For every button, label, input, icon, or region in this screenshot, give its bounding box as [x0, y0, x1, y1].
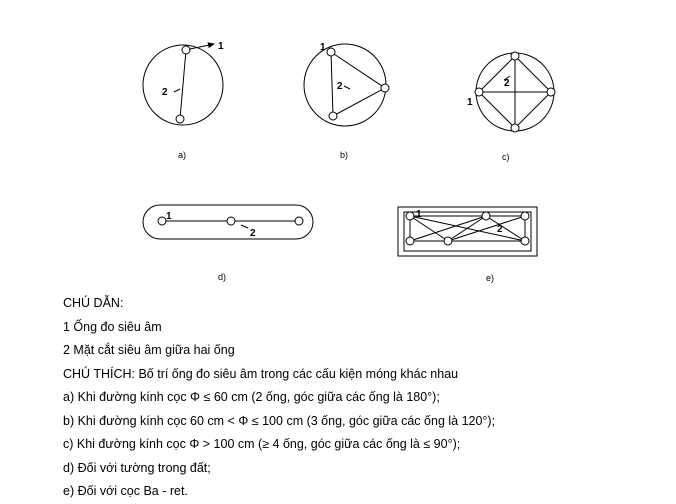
- tube-icon: [406, 212, 414, 220]
- tube-icon: [158, 217, 166, 225]
- tube-icon: [227, 217, 235, 225]
- tube-icon: [182, 46, 190, 54]
- note-item-d: d) Đối với tường trong đất;: [63, 460, 211, 475]
- note-item-a: a) Khi đường kính cọc Φ ≤ 60 cm (2 ống, góc giữa các ống là 180°);: [63, 390, 440, 404]
- caption-a: a): [178, 150, 187, 160]
- note-item-b: b) Khi đường kính cọc 60 cm < Φ ≤ 100 cm (3 ống, góc giữa các ống là 120°);: [63, 413, 496, 428]
- tube-icon: [176, 115, 184, 123]
- legend-heading: CHÚ DẪN:: [63, 296, 124, 310]
- tube-icon: [327, 48, 335, 56]
- label-2-a: 2: [162, 87, 168, 98]
- diagram-c: [475, 52, 555, 132]
- label-2-d: 2: [250, 228, 256, 239]
- pile-circle-b: [304, 44, 386, 126]
- label-1-e: 1: [416, 209, 422, 220]
- legend-and-notes: [63, 292, 663, 504]
- tube-icon: [329, 112, 337, 120]
- tube-icon: [406, 237, 414, 245]
- tube-icon: [295, 217, 303, 225]
- note-item-e: e) Đối với cọc Ba - ret.: [63, 484, 188, 498]
- legend-item-1: 1 Ống đo siêu âm: [63, 319, 162, 334]
- diagram-b: [304, 44, 389, 126]
- caption-d: d): [218, 272, 227, 282]
- label-1-c: 1: [467, 97, 473, 108]
- section-line-e: [448, 216, 486, 241]
- caption-b: b): [340, 150, 349, 160]
- tube-icon: [511, 124, 519, 132]
- note-title: CHÚ THÍCH: Bố trí ống đo siêu âm trong các cấu kiện móng khác nhau: [63, 366, 459, 381]
- tube-icon: [521, 212, 529, 220]
- tube-icon: [547, 88, 555, 96]
- label-1-a: 1: [218, 41, 224, 52]
- caption-e: e): [486, 273, 495, 283]
- barrette-inner-e: [404, 212, 531, 251]
- tube-icon: [381, 84, 389, 92]
- tube-icon: [482, 212, 490, 220]
- tube-icon: [475, 88, 483, 96]
- legend-item-2: 2 Mặt cắt siêu âm giữa hai ống: [63, 343, 235, 357]
- label-2-b: 2: [337, 81, 343, 92]
- diagram-a: [143, 44, 223, 125]
- label-1-d: 1: [166, 211, 172, 222]
- section-line-a: [180, 50, 186, 119]
- leader-line: [174, 89, 180, 92]
- label-1-b: 1: [320, 42, 326, 53]
- tube-icon: [521, 237, 529, 245]
- leader-line: [344, 86, 350, 89]
- label-2-e: 2: [497, 224, 503, 235]
- caption-c: c): [502, 152, 510, 162]
- tube-icon: [444, 237, 452, 245]
- tube-icon: [511, 52, 519, 60]
- leader-line: [241, 225, 248, 228]
- note-item-c: c) Khi đường kính cọc Φ > 100 cm (≥ 4 ống, góc giữa các ống là ≤ 90°);: [63, 437, 461, 451]
- label-2-c: 2: [504, 78, 510, 89]
